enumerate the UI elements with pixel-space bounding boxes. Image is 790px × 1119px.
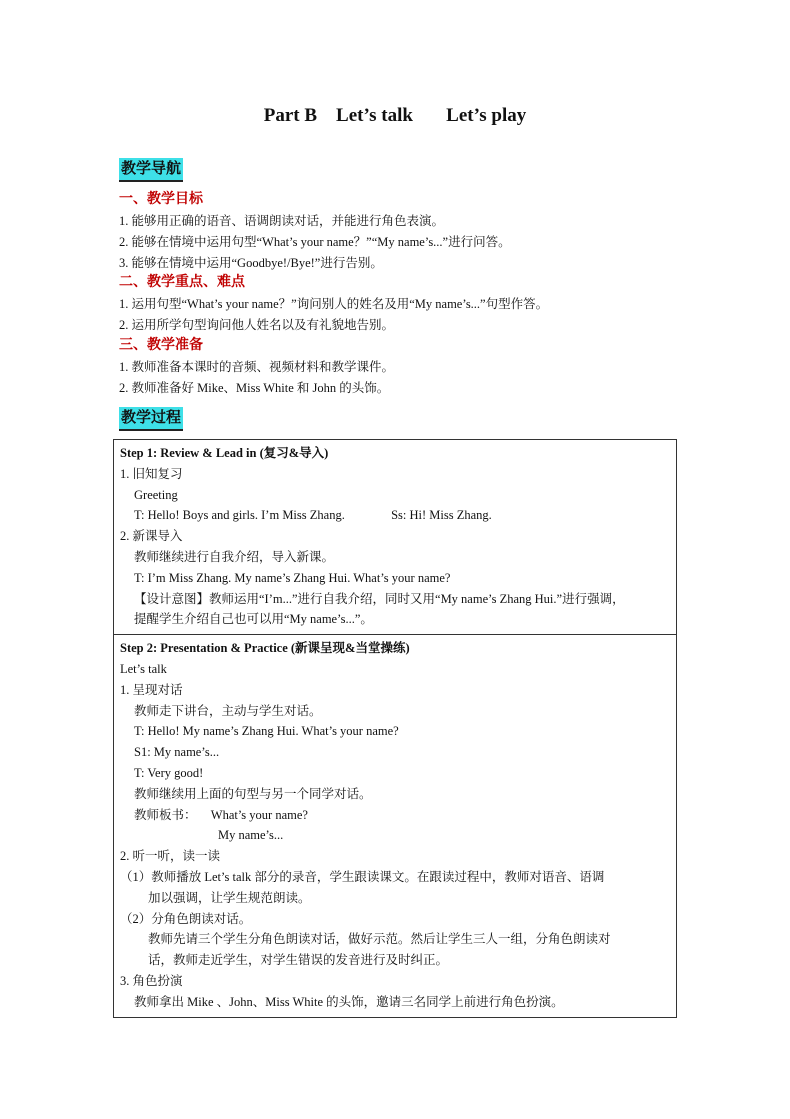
step1-line: 教师继续进行自我介绍，导入新课。 bbox=[134, 549, 335, 564]
step2-cell bbox=[114, 635, 677, 1017]
design-intent-line: 【设计意图】教师运用“I’m...”进行自我介绍，同时又用“My name’s Zhang Hui.”进行强调， bbox=[134, 591, 625, 606]
keypoints-heading: 二、教学重点、难点 bbox=[119, 275, 245, 290]
step1-line: 1. 旧知复习 bbox=[120, 466, 183, 481]
prep-line: 2. 教师准备好 Mike、Miss White 和 John 的头饰。 bbox=[119, 381, 390, 395]
step2-line: （1）教师播放 Let’s talk 部分的录音，学生跟读课文。在跟读过程中，教师对语音、语调 bbox=[120, 869, 605, 884]
blackboard-answer: My name’s... bbox=[218, 828, 284, 843]
teacher-greeting: T: Hello! Boys and girls. I’m Miss Zhang. bbox=[134, 508, 345, 523]
step2-line: （2）分角色朗读对话。 bbox=[120, 911, 252, 926]
step2-line: T: Hello! My name’s Zhang Hui. What’s your name? bbox=[134, 724, 399, 739]
step2-line: 2. 听一听，读一读 bbox=[120, 849, 221, 864]
step2-line: S1: My name’s... bbox=[134, 745, 220, 760]
step2-line: 教师先请三个学生分角色朗读对话，做好示范。然后让学生三人一组，分角色朗读对 bbox=[148, 932, 611, 947]
step1-heading: Step 1: Review & Lead in (复习&导入) bbox=[120, 446, 329, 460]
blackboard-line bbox=[120, 805, 670, 826]
step1-line: 2. 新课导入 bbox=[120, 529, 183, 544]
keypoint-line: 2. 运用所学句型询问他人姓名以及有礼貌地告别。 bbox=[119, 318, 395, 332]
step2-row bbox=[114, 635, 677, 1017]
blackboard-question: What’s your name? bbox=[210, 807, 308, 822]
step2-line: 教师走下讲台，主动与学生对话。 bbox=[134, 703, 322, 718]
step2-line: 教师继续用上面的句型与另一个同学对话。 bbox=[134, 786, 372, 801]
student-reply: Ss: Hi! Miss Zhang. bbox=[391, 508, 492, 523]
process-table bbox=[113, 439, 677, 1018]
step2-line: 3. 角色扮演 bbox=[120, 973, 183, 988]
design-intent-line: 提醒学生介绍自己也可以用“My name’s...”。 bbox=[134, 612, 373, 627]
step1-line: Greeting bbox=[134, 487, 178, 502]
goals-heading: 一、教学目标 bbox=[119, 192, 203, 207]
step1-line bbox=[120, 505, 670, 526]
prep-line: 1. 教师准备本课时的音频、视频材料和教学课件。 bbox=[119, 360, 395, 374]
step1-row bbox=[114, 440, 677, 635]
step2-line: T: Very good! bbox=[134, 765, 204, 780]
step2-line: Let’s talk bbox=[120, 661, 167, 676]
step2-line: 话，教师走近学生，对学生错误的发音进行及时纠正。 bbox=[148, 953, 449, 968]
keypoint-line: 1. 运用句型“What’s your name？”询问别人的姓名及用“My name’s...”句型作答。 bbox=[119, 297, 549, 311]
goal-line: 1. 能够用正确的语音、语调朗读对话，并能进行角色表演。 bbox=[119, 214, 445, 228]
prep-heading: 三、教学准备 bbox=[119, 338, 203, 353]
step1-line: T: I’m Miss Zhang. My name’s Zhang Hui. What’s your name? bbox=[134, 570, 451, 585]
goal-line: 3. 能够在情境中运用“Goodbye!/Bye!”进行告别。 bbox=[119, 256, 383, 270]
step2-line: 加以强调，让学生规范朗读。 bbox=[148, 890, 311, 905]
step2-line: 1. 呈现对话 bbox=[120, 682, 183, 697]
nav-tag: 教学导航 bbox=[119, 158, 183, 182]
step1-cell bbox=[114, 440, 677, 635]
process-tag: 教学过程 bbox=[119, 407, 183, 431]
step2-heading: Step 2: Presentation & Practice (新课呈现&当堂操练) bbox=[120, 641, 410, 656]
blackboard-label: 教师板书： bbox=[134, 807, 197, 822]
step2-line: 教师拿出 Mike 、John、Miss White 的头饰，邀请三名同学上前进行角色扮演。 bbox=[134, 994, 564, 1009]
page-title: Part B Let’s talk Let’s play bbox=[263, 105, 527, 126]
goal-line: 2. 能够在情境中运用句型“What’s your name？”“My name’s...”进行问答。 bbox=[119, 235, 511, 249]
